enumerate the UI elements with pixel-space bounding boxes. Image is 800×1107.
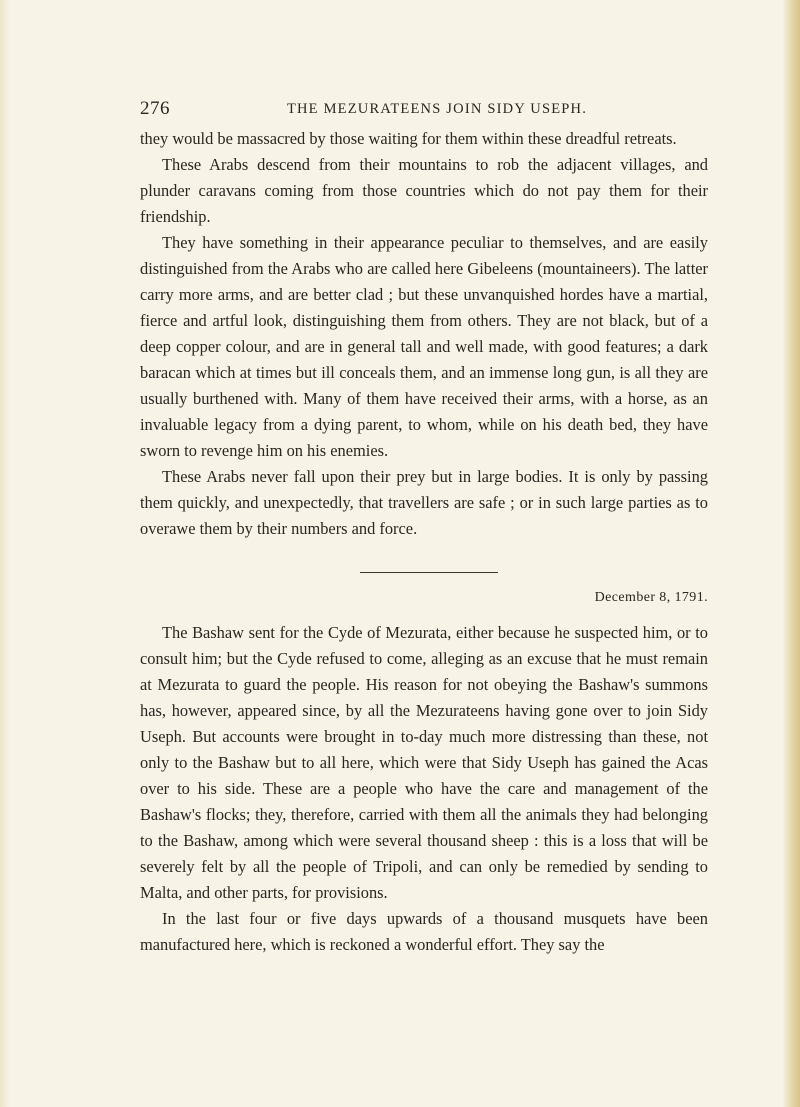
page-edge-right <box>782 0 800 1107</box>
page-header <box>140 98 708 124</box>
section-divider <box>360 572 498 573</box>
paragraph: The Bashaw sent for the Cyde of Mezurata, either because he suspected him, or to consult him; but the Cyde refused to come, alleging as an excuse that he must remain at Mezurata to guard the people. His reason for not obeying the Bashaw's summons has, however, appeared since, by all the Mezurateens having gone over to join Sidy Useph. But accounts were brought in to-day much more distressing than these, not only to the Bashaw but to all here, which were that Sidy Useph has gained the Acas over to his side. These are a people who have the care and management of the Bashaw's flocks; they, therefore, carried with them all the animals they had belonging to the Bashaw, among which were several thousand sheep : this is a loss that will be severely felt by all the people of Tripoli, and can only be remedied by sending to Malta, and other parts, for provisions. <box>140 623 708 902</box>
paragraph: These Arabs never fall upon their prey but in large bodies. It is only by passing them quickly, and unexpectedly, that travellers are safe ; or in such large parties as to overawe them by their numbers and force. <box>140 467 708 538</box>
paragraph: These Arabs descend from their mountains to rob the adjacent villages, and plunder caravans coming from those countries which do not pay them for their friendship. <box>140 155 708 226</box>
page-edge-left <box>0 0 10 1107</box>
page-number: 276 <box>140 98 170 119</box>
paragraph: They have something in their appearance peculiar to themselves, and are easily distinguished from the Arabs who are called here Gibeleens (mountaineers). The latter carry more arms, and are better clad ; but these unvanquished hordes have a martial, fierce and artful look, distinguishing them from others. They are not black, but of a deep copper colour, and are in general tall and well made, with good features; a dark baracan which at times but ill conceals them, and an immense long gun, is all they are usually burthened with. Many of them have received their arms, with a horse, as an invaluable legacy from a dying parent, to whom, while on his death bed, they have sworn to revenge him on his enemies. <box>140 233 708 460</box>
paragraph: In the last four or five days upwards of a thousand musquets have been manufactured here, which is reckoned a wonderful effort. They say the <box>140 909 708 954</box>
dateline: December 8, 1791. <box>594 590 708 605</box>
body-text-section-1 <box>140 126 708 542</box>
running-head: THE MEZURATEENS JOIN SIDY USEPH. <box>286 101 588 117</box>
paragraph-continued: they would be massacred by those waiting for them within these dreadful retreats. <box>140 129 677 148</box>
body-text-section-2 <box>140 620 708 958</box>
